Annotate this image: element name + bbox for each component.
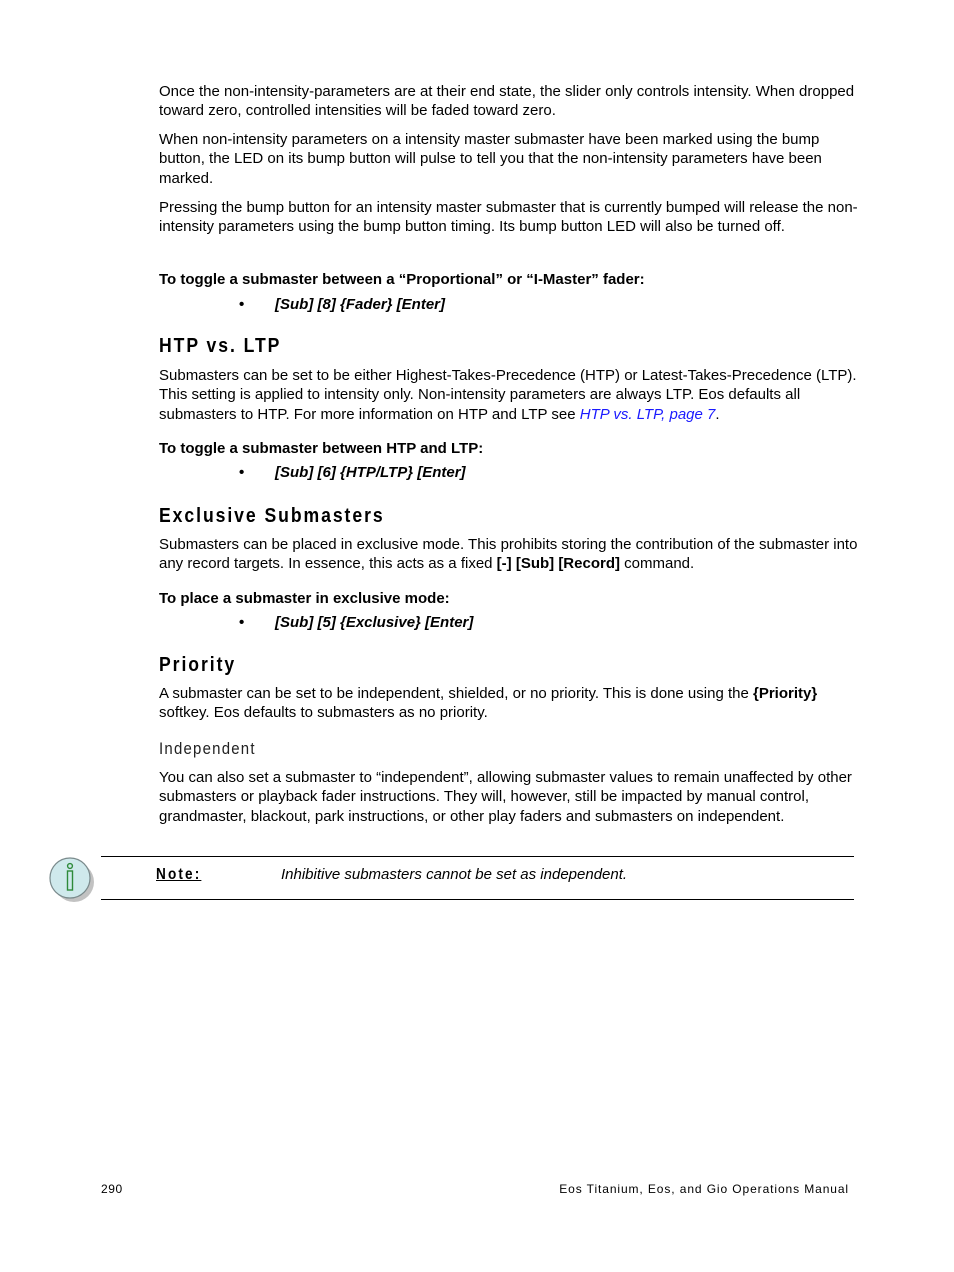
- page-number: 290: [101, 1182, 123, 1196]
- heading-priority: Priority: [159, 654, 237, 676]
- bullet-icon: •: [239, 296, 245, 313]
- toggle-fader-command: [239, 296, 445, 313]
- exclusive-command-inline: [-] [Sub] [Record]: [496, 555, 620, 573]
- info-icon: [48, 854, 96, 904]
- toggle-htp-ltp-lead: To toggle a submaster between HTP and LTP:: [159, 440, 484, 457]
- paragraph-exclusive: [159, 535, 859, 574]
- bullet-icon: •: [239, 464, 245, 481]
- paragraph-independent: You can also set a submaster to “independent”, allowing submaster values to remain unaffected by other submasters or playback fader instructions. They will, however, still be impacted by manual control, grandmaster, blackout, park instructions, or other play faders and submasters on independent.: [159, 769, 852, 825]
- paragraph-priority: [159, 684, 859, 723]
- bullet-icon: •: [239, 614, 245, 631]
- htp-ltp-body-end: .: [715, 405, 720, 423]
- exclusive-body-end: command.: [619, 555, 695, 573]
- toggle-htp-ltp-command: [239, 464, 466, 481]
- heading-exclusive-submasters: Exclusive Submasters: [159, 505, 385, 527]
- paragraph-marked-led: When non-intensity parameters on a intensity master submaster have been marked using the bump button, the LED on its bump button will pulse to tell you that the non-intensity parameters have been marked.: [159, 131, 822, 187]
- priority-body-end: softkey. Eos defaults to submasters as no priority.: [159, 704, 488, 722]
- exclusive-mode-command: [239, 614, 473, 631]
- manual-title: Eos Titanium, Eos, and Gio Operations Manual: [559, 1182, 849, 1196]
- note-text: Inhibitive submasters cannot be set as independent.: [281, 866, 628, 883]
- htp-ltp-body: Submasters can be set to be either Highest-Takes-Precedence (HTP) or Latest-Takes-Precedence (LTP). This setting is applied to intensity only. Non-intensity parameters are always LTP. Eos defaults all submasters to HTP. For more information on HTP and LTP see: [159, 367, 857, 423]
- command-text: [Sub] [5] {Exclusive} [Enter]: [275, 614, 474, 631]
- heading-htp-vs-ltp: HTP vs. LTP: [159, 335, 282, 357]
- note-bottom-rule: [101, 899, 854, 900]
- note-label: Note:: [156, 866, 202, 883]
- subheading-independent: Independent: [159, 739, 256, 758]
- paragraph-end-state: Once the non-intensity-parameters are at their end state, the slider only controls intensity. When dropped toward zero, controlled intensities will be faded toward zero.: [159, 83, 855, 120]
- command-text: [Sub] [8] {Fader} [Enter]: [275, 296, 446, 313]
- priority-softkey-inline: {Priority}: [752, 685, 818, 702]
- note-top-rule: [101, 856, 854, 857]
- toggle-fader-lead: To toggle a submaster between a “Proportional” or “I-Master” fader:: [159, 271, 645, 288]
- exclusive-mode-lead: To place a submaster in exclusive mode:: [159, 590, 450, 607]
- link-htp-vs-ltp-page-7[interactable]: HTP vs. LTP, page 7: [579, 405, 716, 423]
- paragraph-bump-release: Pressing the bump button for an intensity master submaster that is currently bumped will release the non-intensity parameters using the bump button timing. Its bump button LED will also be turned off.: [159, 199, 858, 236]
- paragraph-htp-ltp: [159, 366, 859, 424]
- command-text: [Sub] [6] {HTP/LTP} [Enter]: [275, 464, 466, 481]
- priority-body: A submaster can be set to be independent, shielded, or no priority. This is done using the: [159, 685, 753, 702]
- exclusive-body: Submasters can be placed in exclusive mode. This prohibits storing the contribution of the submaster into any record targets. In essence, this acts as a fixed: [159, 536, 858, 573]
